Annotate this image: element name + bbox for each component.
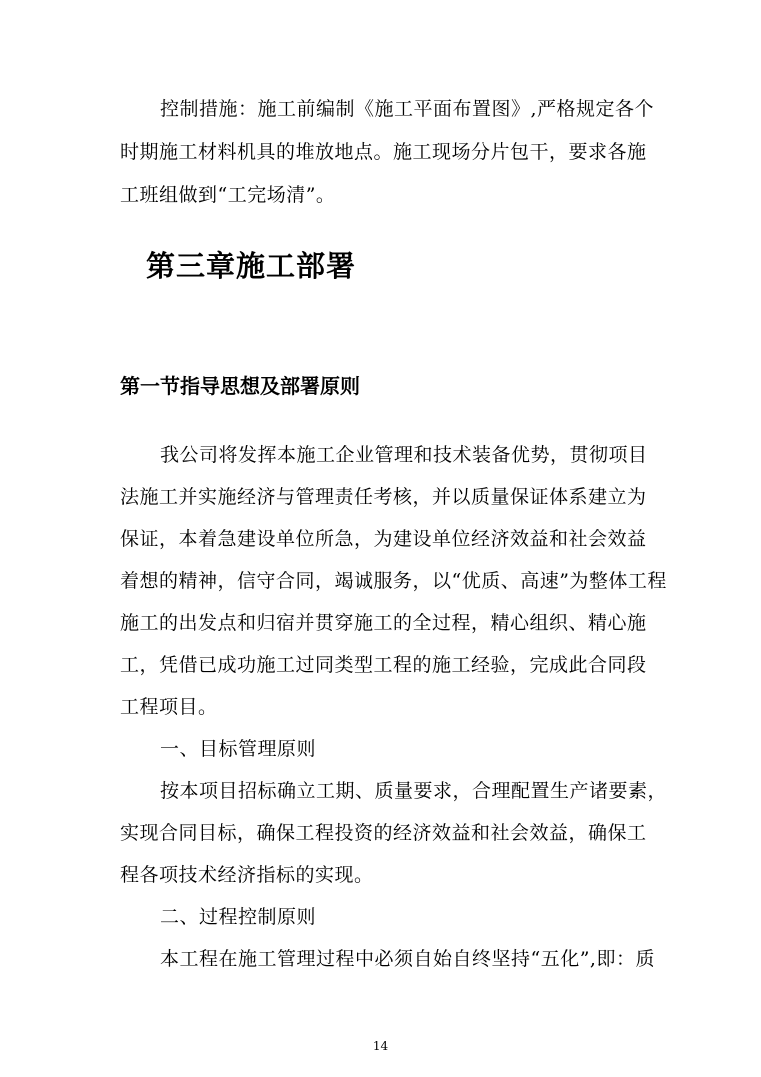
chapter-title: 第三章施工部署	[146, 249, 357, 283]
paragraph2-line-1: 按本项目招标确立工期、质量要求，合理配置生产诸要素，	[160, 780, 668, 802]
paragraph1-line-3: 保证，本着急建设单位所急，为建设单位经济效益和社会效益	[120, 528, 647, 550]
paragraph1-line-5: 施工的出发点和归宿并贯穿施工的全过程，精心组织、精心施	[120, 612, 647, 634]
paragraph1-line-1: 我公司将发挥本施工企业管理和技术装备优势，贯彻项目	[160, 444, 648, 466]
paragraph2-line-2: 实现合同目标，确保工程投资的经济效益和社会效益，确保工	[120, 822, 647, 844]
intro-line-2: 时期施工材料机具的堆放地点。施工现场分片包干，要求各施	[120, 141, 647, 163]
intro-line-3: 工班组做到“工完场清”。	[120, 184, 336, 206]
page-number: 14	[372, 1039, 389, 1053]
paragraph1-line-4: 着想的精神，信守合同，竭诚服务，以“优质、高速”为整体工程	[120, 570, 667, 592]
heading-process-control: 二、过程控制原则	[160, 906, 317, 928]
section-title: 第一节指导思想及部署原则	[120, 374, 360, 398]
heading-target-management: 一、目标管理原则	[160, 738, 317, 760]
paragraph1-line-6: 工，凭借已成功施工过同类型工程的施工经验，完成此合同段	[120, 654, 647, 676]
paragraph1-line-2: 法施工并实施经济与管理责任考核，并以质量保证体系建立为	[120, 486, 647, 508]
paragraph2-line-3: 程各项技术经济指标的实现。	[120, 864, 374, 886]
intro-line-1: 控制措施：施工前编制《施工平面布置图》,严格规定各个	[160, 98, 655, 120]
paragraph1-line-7: 工程项目。	[120, 696, 218, 718]
paragraph3-line-1: 本工程在施工管理过程中必须自始自终坚持“五化”,即：质	[160, 948, 655, 970]
